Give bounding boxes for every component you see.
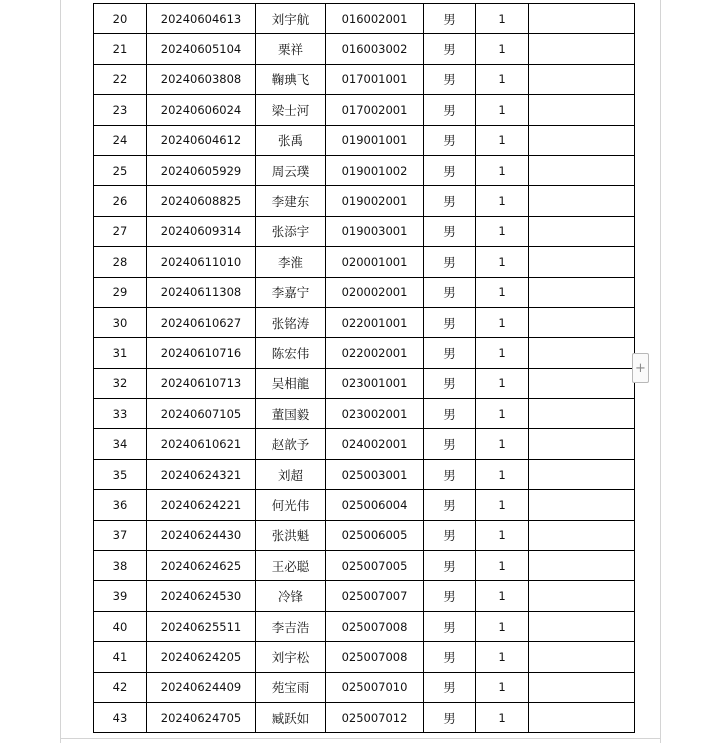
cell-gender: 男 <box>424 399 476 429</box>
cell-exam-id: 20240605929 <box>147 155 256 185</box>
table-row <box>94 95 635 125</box>
cell-count: 1 <box>476 64 529 94</box>
page-margin-guide-right <box>660 0 661 743</box>
roster-table-body <box>94 4 635 733</box>
cell-serial-number: 27 <box>94 216 147 246</box>
cell-note <box>529 551 635 581</box>
cell-count: 1 <box>476 277 529 307</box>
cell-exam-id: 20240603808 <box>147 64 256 94</box>
cell-serial-number: 39 <box>94 581 147 611</box>
cell-note <box>529 611 635 641</box>
cell-gender: 男 <box>424 581 476 611</box>
cell-exam-id: 20240624221 <box>147 490 256 520</box>
cell-note <box>529 186 635 216</box>
cell-note <box>529 459 635 489</box>
cell-note <box>529 399 635 429</box>
cell-serial-number: 43 <box>94 702 147 732</box>
cell-name: 张添宇 <box>256 216 326 246</box>
cell-note <box>529 216 635 246</box>
cell-position-code: 025006005 <box>326 520 424 550</box>
cell-name: 周云璞 <box>256 155 326 185</box>
cell-position-code: 020002001 <box>326 277 424 307</box>
cell-position-code: 019002001 <box>326 186 424 216</box>
cell-note <box>529 125 635 155</box>
cell-name: 王必聪 <box>256 551 326 581</box>
cell-count: 1 <box>476 611 529 641</box>
cell-position-code: 025007008 <box>326 611 424 641</box>
cell-name: 张铭涛 <box>256 307 326 337</box>
cell-position-code: 017001001 <box>326 64 424 94</box>
table-row <box>94 490 635 520</box>
cell-position-code: 025007008 <box>326 642 424 672</box>
roster-table <box>93 3 635 733</box>
cell-gender: 男 <box>424 34 476 64</box>
cell-count: 1 <box>476 4 529 34</box>
cell-name: 董国毅 <box>256 399 326 429</box>
cell-exam-id: 20240624205 <box>147 642 256 672</box>
cell-gender: 男 <box>424 64 476 94</box>
cell-name: 鞠琠飞 <box>256 64 326 94</box>
cell-serial-number: 23 <box>94 95 147 125</box>
cell-note <box>529 429 635 459</box>
cell-count: 1 <box>476 642 529 672</box>
cell-gender: 男 <box>424 429 476 459</box>
cell-note <box>529 702 635 732</box>
cell-name: 何光伟 <box>256 490 326 520</box>
cell-position-code: 022002001 <box>326 338 424 368</box>
cell-count: 1 <box>476 520 529 550</box>
cell-gender: 男 <box>424 155 476 185</box>
cell-gender: 男 <box>424 338 476 368</box>
cell-exam-id: 20240624705 <box>147 702 256 732</box>
cell-count: 1 <box>476 490 529 520</box>
cell-exam-id: 20240606024 <box>147 95 256 125</box>
cell-note <box>529 672 635 702</box>
cell-position-code: 016003002 <box>326 34 424 64</box>
table-row <box>94 4 635 34</box>
cell-gender: 男 <box>424 186 476 216</box>
cell-note <box>529 338 635 368</box>
cell-position-code: 019001001 <box>326 125 424 155</box>
cell-name: 李吉浩 <box>256 611 326 641</box>
cell-count: 1 <box>476 702 529 732</box>
cell-exam-id: 20240609314 <box>147 216 256 246</box>
table-row <box>94 429 635 459</box>
table-row <box>94 186 635 216</box>
page-margin-guide-bottom <box>60 738 660 739</box>
cell-name: 李淮 <box>256 247 326 277</box>
cell-position-code: 025006004 <box>326 490 424 520</box>
table-row <box>94 642 635 672</box>
cell-position-code: 022001001 <box>326 307 424 337</box>
cell-exam-id: 20240624625 <box>147 551 256 581</box>
plus-icon: + <box>635 361 646 376</box>
cell-serial-number: 41 <box>94 642 147 672</box>
cell-serial-number: 40 <box>94 611 147 641</box>
cell-count: 1 <box>476 368 529 398</box>
table-row <box>94 338 635 368</box>
table-row <box>94 702 635 732</box>
cell-name: 苑宝雨 <box>256 672 326 702</box>
cell-gender: 男 <box>424 672 476 702</box>
cell-position-code: 025003001 <box>326 459 424 489</box>
cell-note <box>529 307 635 337</box>
table-row <box>94 155 635 185</box>
cell-exam-id: 20240607105 <box>147 399 256 429</box>
cell-exam-id: 20240610713 <box>147 368 256 398</box>
cell-count: 1 <box>476 399 529 429</box>
cell-exam-id: 20240605104 <box>147 34 256 64</box>
cell-exam-id: 20240611308 <box>147 277 256 307</box>
cell-position-code: 023002001 <box>326 399 424 429</box>
cell-count: 1 <box>476 155 529 185</box>
add-row-button[interactable] <box>632 353 649 383</box>
cell-name: 李嘉宁 <box>256 277 326 307</box>
cell-position-code: 023001001 <box>326 368 424 398</box>
table-row <box>94 551 635 581</box>
table-row <box>94 399 635 429</box>
cell-serial-number: 37 <box>94 520 147 550</box>
cell-gender: 男 <box>424 4 476 34</box>
cell-gender: 男 <box>424 520 476 550</box>
cell-gender: 男 <box>424 459 476 489</box>
table-row <box>94 64 635 94</box>
cell-note <box>529 95 635 125</box>
cell-count: 1 <box>476 338 529 368</box>
cell-exam-id: 20240625511 <box>147 611 256 641</box>
cell-name: 吴相龍 <box>256 368 326 398</box>
cell-count: 1 <box>476 34 529 64</box>
cell-serial-number: 36 <box>94 490 147 520</box>
cell-exam-id: 20240610716 <box>147 338 256 368</box>
cell-count: 1 <box>476 307 529 337</box>
cell-name: 冷锋 <box>256 581 326 611</box>
cell-name: 刘宇航 <box>256 4 326 34</box>
cell-position-code: 019001002 <box>326 155 424 185</box>
cell-gender: 男 <box>424 611 476 641</box>
cell-position-code: 025007007 <box>326 581 424 611</box>
cell-count: 1 <box>476 672 529 702</box>
cell-serial-number: 30 <box>94 307 147 337</box>
cell-serial-number: 32 <box>94 368 147 398</box>
cell-note <box>529 581 635 611</box>
cell-exam-id: 20240610627 <box>147 307 256 337</box>
cell-note <box>529 155 635 185</box>
cell-serial-number: 33 <box>94 399 147 429</box>
cell-name: 张洪魁 <box>256 520 326 550</box>
cell-exam-id: 20240604612 <box>147 125 256 155</box>
cell-serial-number: 22 <box>94 64 147 94</box>
cell-count: 1 <box>476 95 529 125</box>
table-row <box>94 520 635 550</box>
table-row <box>94 581 635 611</box>
cell-name: 陈宏伟 <box>256 338 326 368</box>
cell-name: 赵歆予 <box>256 429 326 459</box>
cell-name: 臧跃如 <box>256 702 326 732</box>
cell-note <box>529 4 635 34</box>
cell-note <box>529 642 635 672</box>
cell-count: 1 <box>476 125 529 155</box>
cell-exam-id: 20240624430 <box>147 520 256 550</box>
cell-serial-number: 42 <box>94 672 147 702</box>
cell-exam-id: 20240610621 <box>147 429 256 459</box>
cell-gender: 男 <box>424 368 476 398</box>
cell-gender: 男 <box>424 702 476 732</box>
cell-note <box>529 277 635 307</box>
table-row <box>94 672 635 702</box>
cell-position-code: 020001001 <box>326 247 424 277</box>
cell-serial-number: 35 <box>94 459 147 489</box>
cell-name: 梁士河 <box>256 95 326 125</box>
cell-serial-number: 25 <box>94 155 147 185</box>
cell-count: 1 <box>476 429 529 459</box>
cell-serial-number: 31 <box>94 338 147 368</box>
cell-note <box>529 520 635 550</box>
cell-count: 1 <box>476 216 529 246</box>
cell-name: 张禹 <box>256 125 326 155</box>
cell-note <box>529 490 635 520</box>
cell-exam-id: 20240624409 <box>147 672 256 702</box>
cell-gender: 男 <box>424 95 476 125</box>
table-row <box>94 277 635 307</box>
cell-note <box>529 64 635 94</box>
cell-gender: 男 <box>424 277 476 307</box>
table-row <box>94 34 635 64</box>
cell-gender: 男 <box>424 125 476 155</box>
cell-serial-number: 34 <box>94 429 147 459</box>
table-row <box>94 459 635 489</box>
cell-serial-number: 28 <box>94 247 147 277</box>
cell-name: 栗祥 <box>256 34 326 64</box>
cell-note <box>529 34 635 64</box>
cell-count: 1 <box>476 459 529 489</box>
table-row <box>94 216 635 246</box>
cell-gender: 男 <box>424 216 476 246</box>
cell-name: 李建东 <box>256 186 326 216</box>
table-row <box>94 368 635 398</box>
cell-gender: 男 <box>424 642 476 672</box>
cell-serial-number: 24 <box>94 125 147 155</box>
table-row <box>94 307 635 337</box>
cell-gender: 男 <box>424 551 476 581</box>
cell-count: 1 <box>476 186 529 216</box>
cell-count: 1 <box>476 247 529 277</box>
table-row <box>94 611 635 641</box>
cell-exam-id: 20240611010 <box>147 247 256 277</box>
cell-serial-number: 29 <box>94 277 147 307</box>
cell-gender: 男 <box>424 247 476 277</box>
cell-serial-number: 21 <box>94 34 147 64</box>
cell-serial-number: 38 <box>94 551 147 581</box>
cell-position-code: 025007010 <box>326 672 424 702</box>
cell-name: 刘超 <box>256 459 326 489</box>
cell-gender: 男 <box>424 490 476 520</box>
cell-position-code: 019003001 <box>326 216 424 246</box>
cell-position-code: 016002001 <box>326 4 424 34</box>
cell-serial-number: 20 <box>94 4 147 34</box>
cell-position-code: 025007012 <box>326 702 424 732</box>
cell-exam-id: 20240624530 <box>147 581 256 611</box>
cell-position-code: 025007005 <box>326 551 424 581</box>
cell-exam-id: 20240624321 <box>147 459 256 489</box>
cell-note <box>529 247 635 277</box>
cell-note <box>529 368 635 398</box>
cell-gender: 男 <box>424 307 476 337</box>
cell-count: 1 <box>476 551 529 581</box>
cell-serial-number: 26 <box>94 186 147 216</box>
cell-exam-id: 20240604613 <box>147 4 256 34</box>
cell-position-code: 017002001 <box>326 95 424 125</box>
cell-exam-id: 20240608825 <box>147 186 256 216</box>
cell-count: 1 <box>476 581 529 611</box>
page-margin-guide-left <box>60 0 61 743</box>
table-row <box>94 247 635 277</box>
table-row <box>94 125 635 155</box>
cell-position-code: 024002001 <box>326 429 424 459</box>
cell-name: 刘宇松 <box>256 642 326 672</box>
